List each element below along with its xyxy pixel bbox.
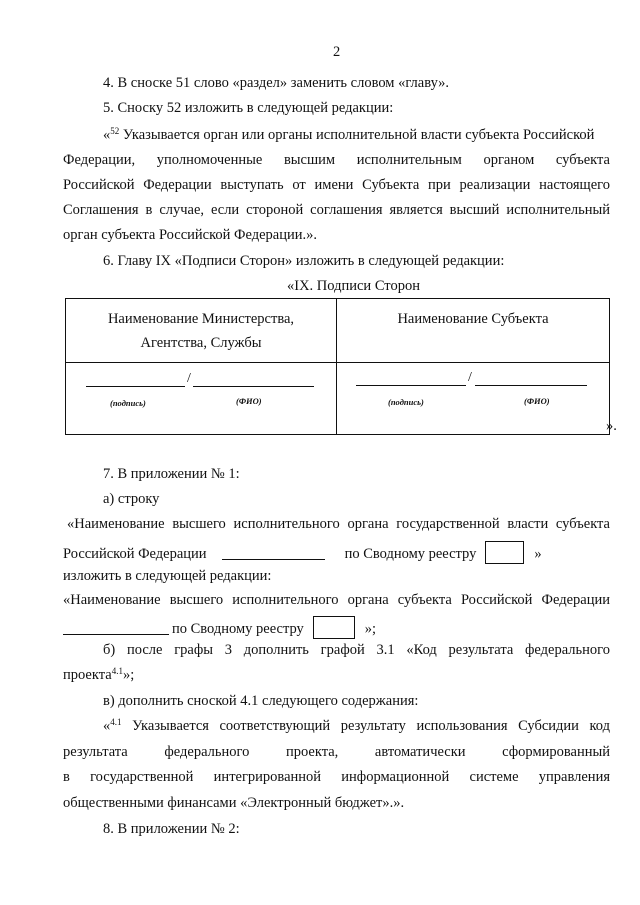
quote-2-blank [63,634,169,635]
quote-2-text-a: по Сводному реестру [172,621,304,637]
quote-2-code-box [313,616,355,639]
chapter-title: «IX. Подписи Сторон [287,278,420,294]
item-7c: в) дополнить сноской 4.1 следующего содержания: [103,693,419,709]
right-separator: / [468,370,472,385]
quote-1-line-2 [63,541,542,564]
signatures-table [65,298,610,435]
item-7b-line-1: б) после графы 3 дополнить графой 3.1 «Код результата федерального [103,642,610,658]
left-header [66,307,336,355]
replace-with: изложить в следующей редакции: [63,568,272,584]
item-4: 4. В сноске 51 слово «раздел» заменить словом «главу». [103,75,450,91]
quote-1-text-a: Российской Федерации [63,546,207,562]
left-header-line-2: Агентства, Службы [140,335,262,351]
right-name-line [475,385,587,386]
footnote-4-1-line-2: результата федерального проекта, автоматически сформированный [63,744,610,760]
quote-2-line-2 [63,616,376,639]
left-header-line-1: Наименование Министерства, [107,311,295,327]
page-number: 2 [333,44,341,60]
left-separator: / [187,371,191,386]
item-8: 8. В приложении № 2: [103,821,240,837]
right-header: Наименование Субъекта [397,311,549,327]
quote-1-close: » [534,546,542,562]
left-signature-caption: (подпись) [110,398,146,408]
table-closing-quote: ». [606,418,617,434]
item-6: 6. Главу IX «Подписи Сторон» изложить в следующей редакции: [103,253,505,269]
left-signature-line [86,386,185,387]
right-signature-line [356,385,466,386]
footnote-52-line-5: орган субъекта Российской Федерации.». [63,227,318,243]
item-5: 5. Сноску 52 изложить в следующей редакции: [103,100,394,116]
footnote-4-1-line-1: «$^{4.1}$ Указывается соответствующий результату использования Субсидии код [103,717,610,734]
quote-2-line-1: «Наименование высшего исполнительного органа субъекта Российской Федерации [63,592,610,608]
footnote-4-1-line-4: общественными финансами «Электронный бюджет».». [63,795,405,811]
item-7: 7. В приложении № 1: [103,466,240,482]
footnote-52-line-4: Соглашения в случае, если стороной соглашения является высший исполнительный [63,202,610,218]
left-name-line [193,386,314,387]
footnote-52-number: 52 [110,126,120,136]
footnote-52-line-1: «$^{52}$ Указывается орган или органы исполнительной власти субъекта Российской [103,126,595,143]
quote-1-code-box [485,541,524,564]
right-name-caption: (ФИО) [524,396,550,406]
quote-1-text-b: по Сводному реестру [344,546,477,562]
right-signature-caption: (подпись) [388,397,424,407]
footnote-4-1-line-3: в государственной интегрированной информационной системе управления [63,769,610,785]
item-7b-footnote-mark: 4.1 [111,666,123,676]
item-7b-line-2: проекта$^{4.1}$»; [63,666,135,683]
footnote-52-line-2: Федерации, уполномоченные высшим исполнительным органом субъекта [63,152,610,168]
item-7a: а) строку [103,491,160,507]
footnote-52-line-3: Российской Федерации выступать от имени Субъекта при реализации настоящего [63,177,610,193]
table-row-divider [66,362,609,363]
quote-2-close: »; [364,621,377,637]
quote-1-line-1: «Наименование высшего исполнительного органа государственной власти субъекта [67,516,610,532]
left-name-caption: (ФИО) [236,396,262,406]
quote-1-blank [222,559,325,560]
footnote-4-1-number: 4.1 [110,717,122,727]
